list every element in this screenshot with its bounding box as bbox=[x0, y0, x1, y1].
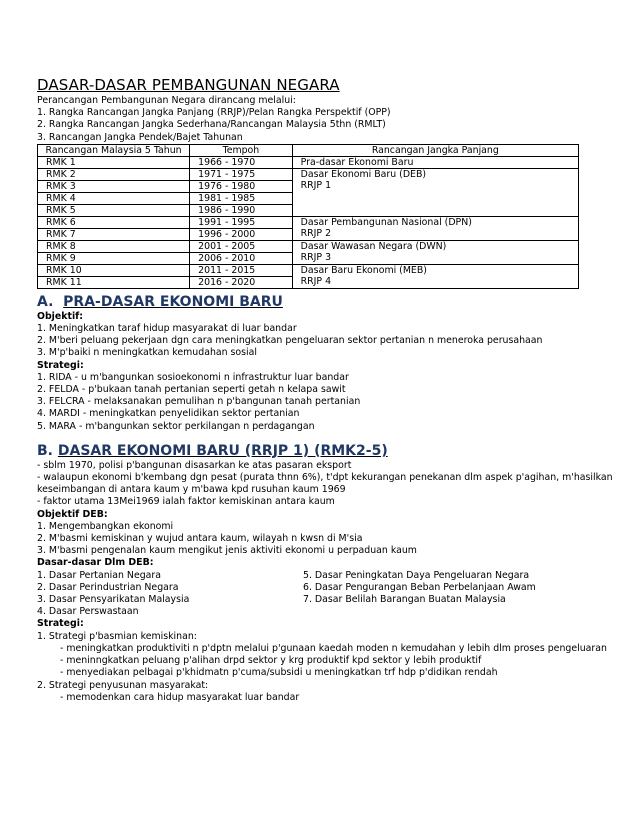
section-a-letter: A. bbox=[37, 293, 54, 310]
list-item: 2. Dasar Perindustrian Negara bbox=[37, 581, 179, 593]
intro-line: 3. Rancangan Jangka Pendek/Bajet Tahunan bbox=[37, 131, 243, 143]
table-row bbox=[38, 156, 579, 168]
plan-name: Dasar Wawasan Negara (DWN) bbox=[300, 240, 447, 252]
list-item: 6. Dasar Pengurangan Beban Perbelanjaan Awam bbox=[303, 581, 536, 593]
cell-rmk: RMK 5 bbox=[38, 204, 190, 216]
section-a-title bbox=[37, 289, 603, 311]
cell-tempoh: 2006 - 2010 bbox=[190, 252, 292, 264]
dasar-label: Dasar-dasar Dlm DEB: bbox=[37, 557, 154, 569]
table-header-row bbox=[38, 144, 579, 156]
cell-rmk: RMK 10 bbox=[38, 264, 190, 276]
dasar-left-column bbox=[37, 570, 303, 619]
table-row bbox=[38, 240, 579, 252]
list-item: 3. M'basmi pengenalan kaum mengikut jenis aktiviti ekonomi u perpaduan kaum bbox=[37, 545, 417, 557]
sub-list-item: - menyediakan pelbagai p'khidmatn p'cuma/subsidi u meningkatkan trf hdp p'didikan rendah bbox=[60, 667, 498, 679]
list-item: 2. FELDA - p'bukaan tanah pertanian seperti getah n kelapa sawit bbox=[37, 384, 346, 396]
list-item: 3. FELCRA - melaksanakan pemulihan n p'bangunan tanah pertanian bbox=[37, 396, 361, 408]
list-item: 1. Meningkatkan taraf hidup masyarakat di luar bandar bbox=[37, 323, 297, 335]
plan-rrjp: RRJP 4 bbox=[300, 275, 332, 287]
strategi-label: Strategi: bbox=[37, 359, 84, 371]
cell-tempoh: 1976 - 1980 bbox=[190, 180, 292, 192]
cell-tempoh: 1996 - 2000 bbox=[190, 228, 292, 240]
paragraph-line: - sblm 1970, polisi p'bangunan disasarkan ke atas pasaran eksport bbox=[37, 459, 352, 471]
list-item: 4. MARDI - meningkatkan penyelidikan sektor pertanian bbox=[37, 408, 300, 420]
paragraph-line: - faktor utama 13Mei1969 ialah faktor kemiskinan antara kaum bbox=[37, 496, 335, 508]
section-b-heading: DASAR EKONOMI BARU (RRJP 1) (RMK2-5) bbox=[57, 442, 388, 459]
cell-rmk: RMK 3 bbox=[38, 180, 190, 192]
col-header-plan: Rancangan Jangka Panjang bbox=[292, 144, 578, 156]
list-item: 2. Strategi penyusunan masyarakat: bbox=[37, 679, 209, 691]
cell-tempoh: 1971 - 1975 bbox=[190, 168, 292, 180]
table-row bbox=[38, 168, 579, 180]
paragraph-line: keseimbangan di antara kaum y m'bawa kpd rusuhan kaum 1969 bbox=[37, 484, 346, 496]
cell-tempoh: 2001 - 2005 bbox=[190, 240, 292, 252]
list-item: 1. RIDA - u m'bangunkan sosioekonomi n infrastruktur luar bandar bbox=[37, 371, 349, 383]
list-item: 5. Dasar Peningkatan Daya Pengeluaran Negara bbox=[303, 569, 530, 581]
cell-rmk: RMK 8 bbox=[38, 240, 190, 252]
cell-plan bbox=[292, 168, 578, 216]
dasar-right-column bbox=[303, 570, 536, 619]
dasar-columns bbox=[37, 570, 603, 619]
list-item: 3. M'p'baiki n meningkatkan kemudahan sosial bbox=[37, 347, 258, 359]
cell-plan bbox=[292, 264, 578, 288]
list-item: 7. Dasar Belilah Barangan Buatan Malaysia bbox=[303, 594, 506, 606]
objektif-label: Objektif: bbox=[37, 310, 84, 322]
list-item: 4. Dasar Perswastaan bbox=[37, 606, 139, 618]
intro-block bbox=[37, 95, 603, 144]
sub-list-item: - memodenkan cara hidup masyarakat luar bandar bbox=[60, 691, 300, 703]
cell-tempoh: 2016 - 2020 bbox=[190, 276, 292, 288]
sub-list-item: - meninngkatkan peluang p'alihan drpd sektor y krg produktif kpd sektor y lebih produktif bbox=[60, 655, 482, 667]
plan-rrjp: RRJP 3 bbox=[300, 251, 332, 263]
cell-rmk: RMK 1 bbox=[38, 156, 190, 168]
plan-name: Dasar Pembangunan Nasional (DPN) bbox=[300, 216, 472, 228]
intro-line: 2. Rangka Rancangan Jangka Sederhana/Rancangan Malaysia 5thn (RMLT) bbox=[37, 119, 386, 131]
intro-line: 1. Rangka Rancangan Jangka Panjang (RRJP)/Pelan Rangka Perspektif (OPP) bbox=[37, 107, 391, 119]
cell-tempoh: 1966 - 1970 bbox=[190, 156, 292, 168]
list-item: 2. M'basmi kemiskinan y wujud antara kaum, wilayah n kwsn di M'sia bbox=[37, 533, 363, 545]
plan-table bbox=[37, 144, 579, 289]
intro-line: Perancangan Pembangunan Negara dirancang melalui: bbox=[37, 95, 296, 106]
section-a-heading: PRA-DASAR EKONOMI BARU bbox=[63, 293, 283, 310]
list-item: 1. Strategi p'basmian kemiskinan: bbox=[37, 630, 197, 642]
strategi-label: Strategi: bbox=[37, 618, 84, 630]
plan-rrjp: RRJP 2 bbox=[300, 227, 332, 239]
cell-tempoh: 1991 - 1995 bbox=[190, 216, 292, 228]
cell-rmk: RMK 9 bbox=[38, 252, 190, 264]
cell-tempoh: 1981 - 1985 bbox=[190, 192, 292, 204]
plan-rrjp: RRJP 1 bbox=[300, 179, 332, 191]
cell-rmk: RMK 2 bbox=[38, 168, 190, 180]
cell-rmk: RMK 11 bbox=[38, 276, 190, 288]
cell-tempoh: 2011 - 2015 bbox=[190, 264, 292, 276]
plan-name: Dasar Baru Ekonomi (MEB) bbox=[300, 264, 427, 276]
cell-rmk: RMK 6 bbox=[38, 216, 190, 228]
cell-plan bbox=[292, 216, 578, 240]
sub-list-item: - meningkatkan produktiviti n p'dptn melalui p'gunaan kaedah moden n kemudahan y lebih dlm proses pengeluaran bbox=[60, 642, 607, 654]
col-header-rmk: Rancangan Malaysia 5 Tahun bbox=[38, 144, 190, 156]
cell-rmk: RMK 4 bbox=[38, 192, 190, 204]
cell-plan bbox=[292, 240, 578, 264]
cell-rmk: RMK 7 bbox=[38, 228, 190, 240]
objektif-label: Objektif DEB: bbox=[37, 508, 108, 520]
section-b-letter: B. bbox=[37, 442, 53, 459]
page-title: DASAR-DASAR PEMBANGUNAN NEGARA bbox=[37, 76, 340, 94]
col-header-tempoh: Tempoh bbox=[190, 144, 292, 156]
list-item: 3. Dasar Pensyarikatan Malaysia bbox=[37, 594, 190, 606]
list-item: 1. Dasar Pertanian Negara bbox=[37, 569, 162, 581]
table-row bbox=[38, 216, 579, 228]
paragraph-line: - walaupun ekonomi b'kembang dgn pesat (purata thnn 6%), t'dpt kekurangan penekanan dlm aspek p'agihan, m'hasilkan bbox=[37, 472, 613, 484]
cell-tempoh: 1986 - 1990 bbox=[190, 204, 292, 216]
plan-name: Dasar Ekonomi Baru (DEB) bbox=[300, 168, 427, 180]
table-row bbox=[38, 264, 579, 276]
list-item: 2. M'beri peluang pekerjaan dgn cara meningkatkan pengeluaran sektor pertanian n meneroka perusahaan bbox=[37, 335, 543, 347]
list-item: 1. Mengembangkan ekonomi bbox=[37, 520, 174, 532]
document-page bbox=[37, 76, 613, 704]
list-item: 5. MARA - m'bangunkan sektor perkilangan n perdagangan bbox=[37, 420, 315, 432]
cell-plan: Pra-dasar Ekonomi Baru bbox=[292, 156, 578, 168]
section-b-title bbox=[37, 433, 603, 460]
